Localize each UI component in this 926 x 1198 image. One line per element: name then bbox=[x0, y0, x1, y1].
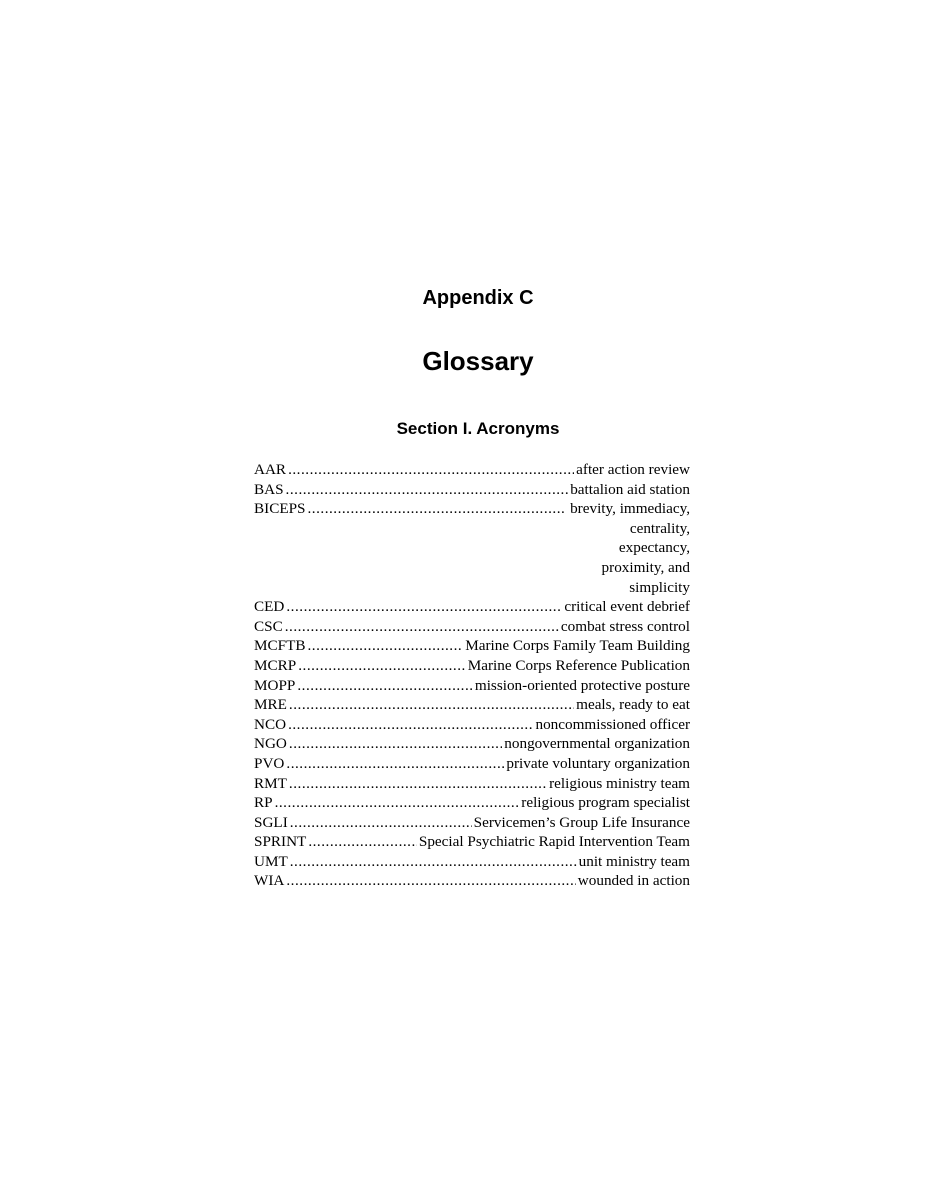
acronym-term: MRE bbox=[254, 696, 287, 714]
dot-leader bbox=[286, 480, 569, 500]
acronym-term: CSC bbox=[254, 617, 283, 635]
dot-leader bbox=[289, 695, 574, 715]
dot-leader bbox=[290, 813, 472, 833]
dot-leader bbox=[275, 793, 520, 813]
acronym-entry-csc bbox=[254, 617, 690, 637]
appendix-heading: Appendix C bbox=[422, 287, 534, 309]
acronym-definition: wounded in action bbox=[577, 872, 690, 890]
acronym-entry-mcftb bbox=[254, 636, 690, 656]
acronym-term: MCFTB bbox=[254, 637, 306, 655]
acronym-term: NGO bbox=[254, 735, 287, 753]
acronym-definition: critical event debrief bbox=[564, 598, 690, 616]
acronym-term: MCRP bbox=[254, 656, 297, 674]
page-title: Glossary bbox=[422, 346, 534, 376]
acronym-definition: Servicemen’s Group Life Insurance bbox=[473, 813, 690, 831]
acronym-entry-rmt bbox=[254, 774, 690, 794]
section-heading: Section I. Acronyms bbox=[396, 419, 560, 438]
dot-leader bbox=[308, 832, 417, 852]
acronym-entry-aar bbox=[254, 460, 690, 480]
dot-leader bbox=[286, 597, 562, 617]
acronym-term: SPRINT bbox=[254, 833, 307, 851]
acronym-term: AAR bbox=[254, 461, 287, 478]
acronym-definition: mission-oriented protective posture bbox=[474, 676, 690, 694]
acronym-entry-mcrp bbox=[254, 656, 690, 676]
acronym-definition: Marine Corps Reference Publication bbox=[467, 656, 690, 674]
dot-leader bbox=[290, 852, 577, 872]
acronym-entry-mopp bbox=[254, 676, 690, 696]
acronym-entry-ngo bbox=[254, 734, 690, 754]
dot-leader bbox=[298, 656, 466, 676]
acronym-definition: after action review bbox=[576, 461, 690, 478]
acronym-definition: Marine Corps Family Team Building bbox=[465, 637, 690, 655]
dot-leader bbox=[286, 754, 504, 774]
acronym-term: WIA bbox=[254, 872, 285, 890]
acronym-term: NCO bbox=[254, 715, 287, 733]
acronym-term: RP bbox=[254, 794, 273, 812]
dot-leader bbox=[308, 636, 464, 656]
dot-leader bbox=[289, 734, 502, 754]
acronym-entry-wia bbox=[254, 871, 690, 891]
acronym-term: RMT bbox=[254, 774, 287, 792]
acronym-entry-bas bbox=[254, 480, 690, 500]
dot-leader bbox=[288, 460, 574, 480]
acronym-definition: nongovernmental organization bbox=[504, 735, 690, 753]
acronym-definition: private voluntary organization bbox=[506, 754, 690, 772]
acronym-entry-biceps bbox=[254, 499, 690, 597]
acronym-term: CED bbox=[254, 598, 285, 616]
acronym-definition: noncommissioned officer bbox=[535, 715, 690, 733]
acronym-entry-ced bbox=[254, 597, 690, 617]
acronym-term: BAS bbox=[254, 480, 284, 498]
acronym-definition: meals, ready to eat bbox=[576, 696, 690, 714]
acronym-term: UMT bbox=[254, 852, 288, 870]
acronym-entry-sgli bbox=[254, 813, 690, 833]
acronym-definition: religious ministry team bbox=[549, 774, 690, 792]
acronym-term: SGLI bbox=[254, 813, 288, 831]
dot-leader bbox=[286, 871, 575, 891]
dot-leader bbox=[288, 715, 533, 735]
acronym-entry-mre bbox=[254, 695, 690, 715]
acronym-entry-rp bbox=[254, 793, 690, 813]
acronym-definition: religious program specialist bbox=[521, 794, 690, 812]
acronym-entry-umt bbox=[254, 852, 690, 872]
acronym-definition: unit ministry team bbox=[578, 852, 690, 870]
dot-leader bbox=[297, 676, 473, 696]
acronym-definition: Special Psychiatric Rapid Intervention Team bbox=[418, 833, 690, 851]
dot-leader bbox=[308, 499, 565, 519]
acronym-term: BICEPS bbox=[254, 500, 306, 518]
acronym-term: MOPP bbox=[254, 676, 296, 694]
acronym-definition: battalion aid station bbox=[570, 480, 690, 498]
dot-leader bbox=[285, 617, 559, 637]
acronym-entry-sprint bbox=[254, 832, 690, 852]
acronym-entry-pvo bbox=[254, 754, 690, 774]
acronym-definition: brevity, immediacy, centrality, expectancy, proximity, and simplicity bbox=[570, 500, 690, 596]
acronym-term: PVO bbox=[254, 754, 285, 772]
dot-leader bbox=[289, 774, 547, 794]
acronym-definition: combat stress control bbox=[560, 617, 690, 635]
acronym-entry-nco bbox=[254, 715, 690, 735]
acronym-list bbox=[254, 460, 690, 891]
